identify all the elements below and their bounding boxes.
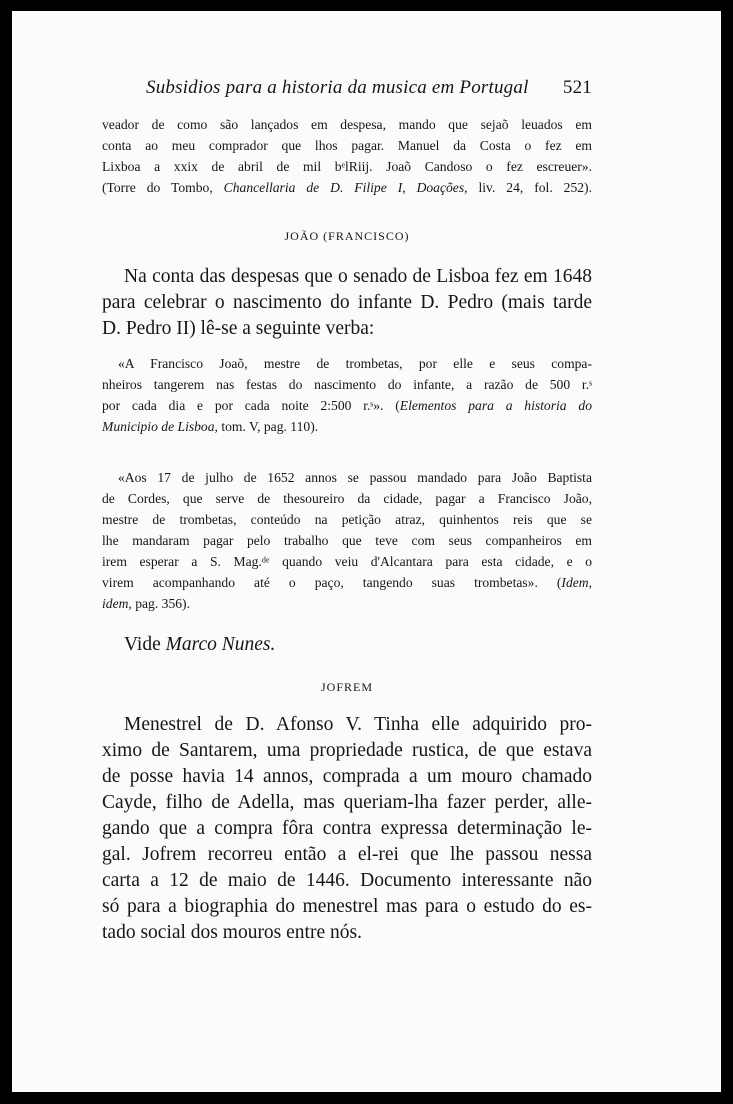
joao-quote-2: [102, 467, 592, 614]
text-line: tado social dos mouros entre nós.: [102, 922, 362, 943]
text-line: para celebrar o nascimento do infante D. Pedro (mais tarde: [102, 292, 592, 313]
running-head-title: Subsidios para a historia da musica em Portugal: [146, 77, 529, 98]
text-line: carta a 12 de maio de 1446. Documento interessante não: [102, 870, 592, 891]
joao-quote-1: [102, 353, 592, 437]
text-line: Cayde, filho de Adella, mas queriam-lha fazer perder, alle-: [102, 792, 592, 813]
text-line: só para a biographia do menestrel mas para o estudo do es-: [102, 896, 592, 917]
jofrem-paragraph: [102, 712, 592, 946]
vide-prefix: Vide: [124, 634, 166, 655]
text-line: conta ao meu comprador que lhos pagar. Manuel da Costa o fez em: [102, 138, 592, 153]
joao-intro: [102, 264, 592, 342]
text-line: ximo de Santarem, uma propriedade rustica, de que estava: [102, 740, 592, 761]
citation-line: virem acompanhando até o paço, tangendo suas trombetas». (Idem,: [102, 575, 592, 590]
document-continuation: [102, 114, 592, 198]
book-page: [12, 11, 721, 1092]
text-line: Lixboa a xxix de abril de mil bᵉlRiij. Joaõ Candoso o fez escreuer».: [102, 159, 592, 174]
text-line: nheiros tangerem nas festas do nascimento do infante, a razão de 500 r.ˢ: [102, 377, 592, 392]
section-heading-jofrem: JOFREM: [320, 680, 373, 694]
text-line: gal. Jofrem recorreu então a el-rei que lhe passou nessa: [102, 844, 592, 865]
cross-reference-link[interactable]: Marco Nunes.: [165, 634, 276, 655]
text-line: «Aos 17 de julho de 1652 annos se passou mandado para João Baptista: [118, 470, 592, 485]
text-line: «A Francisco Joaõ, mestre de trombetas, por elle e seus compa-: [118, 356, 592, 371]
text-line: irem esperar a S. Mag.ᵈᵉ quando veiu d'Alcantara para esta cidade, e o: [102, 554, 592, 569]
section-heading-joao: JOÃO (FRANCISCO): [284, 229, 410, 243]
text-line: gando que a compra fôra contra expressa determinação le-: [102, 818, 592, 839]
citation-line: idem, pag. 356).: [102, 596, 190, 611]
text-line: de posse havia 14 annos, comprada a um mouro chamado: [102, 766, 592, 787]
text-line: veador de como são lançados em despesa, mando que sejaõ leuados em: [102, 117, 592, 132]
text-line: mestre de trombetas, conteúdo na petição atraz, quinhentos reis que se: [102, 512, 592, 527]
text-line: D. Pedro II) lê-se a seguinte verba:: [102, 318, 375, 339]
citation-line: (Torre do Tombo, Chancellaria de D. Filipe I, Doações, liv. 24, fol. 252).: [102, 180, 592, 195]
cross-reference: [124, 632, 424, 658]
text-line: Na conta das despesas que o senado de Lisboa fez em 1648: [124, 266, 592, 287]
citation-line: por cada dia e por cada noite 2:500 r.ˢ». (Elementos para a historia do: [102, 398, 592, 413]
page-number: 521: [562, 77, 592, 98]
text-line: lhe mandaram pagar pelo trabalho que teve com seus companheiros em: [102, 533, 592, 548]
text-line: Menestrel de D. Afonso V. Tinha elle adquirido pro-: [124, 714, 592, 735]
citation-line: Municipio de Lisboa, tom. V, pag. 110).: [102, 419, 319, 434]
text-line: de Cordes, que serve de thesoureiro da cidade, pagar a Francisco João,: [102, 491, 592, 506]
